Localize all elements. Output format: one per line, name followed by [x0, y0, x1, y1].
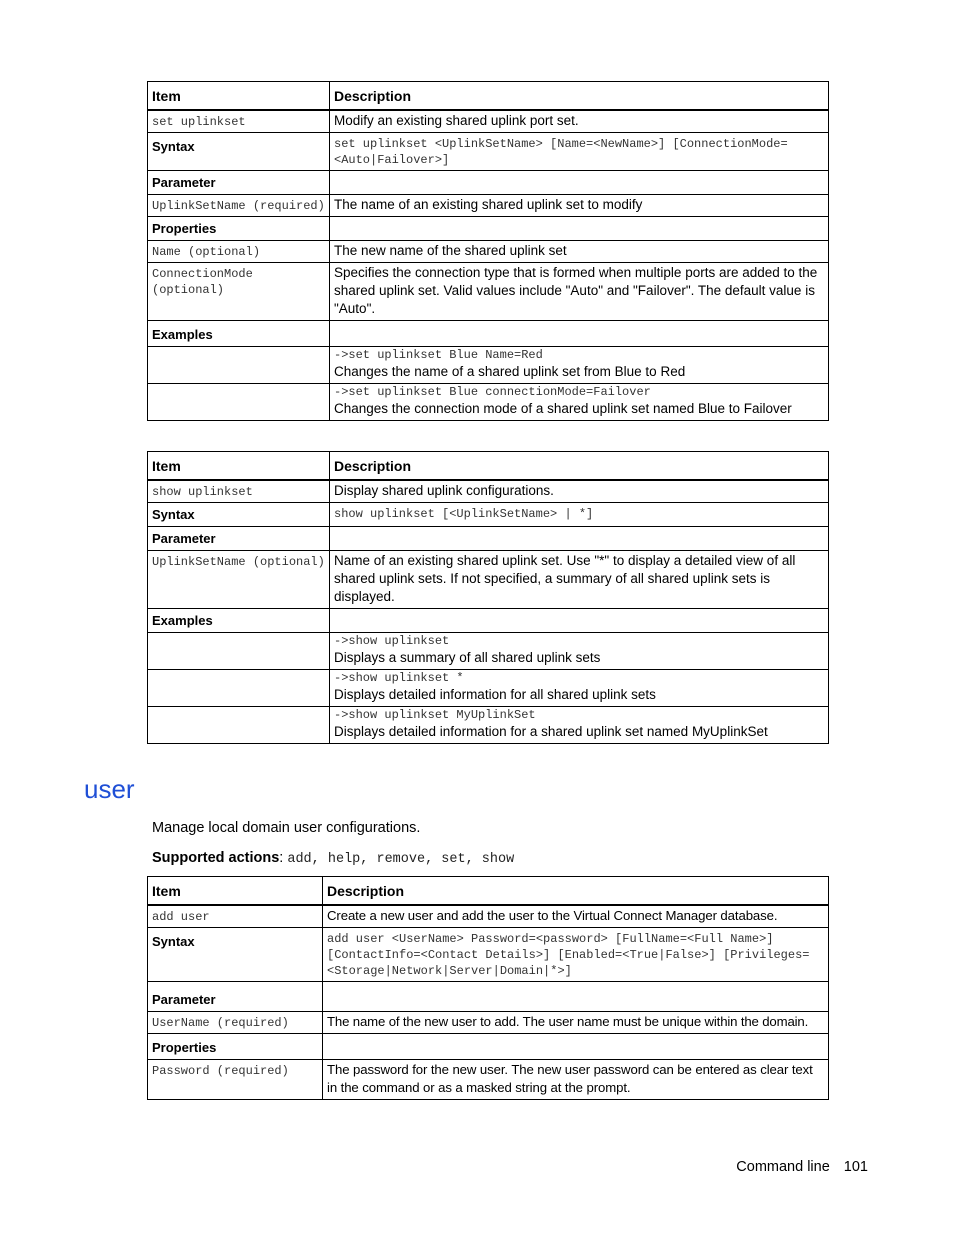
header-item: Item: [148, 82, 330, 111]
table-row: [148, 241, 829, 263]
example-code: ->show uplinkset MyUplinkSet: [334, 708, 536, 722]
param-description: The name of the new user to add. The user name must be unique within the domain.: [323, 1012, 829, 1034]
table-row: [148, 1034, 829, 1060]
table-row: [148, 263, 829, 321]
table-row: [148, 527, 829, 551]
example-description: Displays detailed information for all shared uplink sets: [334, 687, 656, 702]
table-row: [148, 321, 829, 347]
example-description: Changes the name of a shared uplink set from Blue to Red: [334, 364, 686, 379]
table-row: [148, 217, 829, 241]
table-row: [148, 195, 829, 217]
property-description: Specifies the connection type that is formed when multiple ports are added to the shared uplink set. Valid values include "Auto" and "Failover". The default value is "Auto".: [330, 263, 829, 321]
example-code: ->set uplinkset Blue Name=Red: [334, 348, 543, 362]
command-name: set uplinkset: [152, 115, 246, 129]
parameter-label: Parameter: [148, 171, 330, 195]
syntax-label: Syntax: [148, 503, 330, 527]
examples-label: Examples: [148, 321, 330, 347]
header-description: Description: [330, 452, 829, 481]
syntax-value: add user <UserName> Password=<password> [FullName=<Full Name>] [ContactInfo=<Contact Details>] [Enabled=<True|False>] [Privileges=<Storage|Network|Server|Domain|*>]: [327, 932, 810, 978]
table-row: [148, 905, 829, 928]
supported-actions-list: add, help, remove, set, show: [287, 852, 515, 867]
param-description: Name of an existing shared uplink set. Use "*" to display a detailed view of all shared uplink sets. If not specified, a summary of all shared uplink sets is displayed.: [330, 551, 829, 609]
table-row: [148, 503, 829, 527]
syntax-label: Syntax: [148, 133, 330, 171]
table-header-row: [148, 452, 829, 481]
table-header-row: [148, 82, 829, 111]
section-intro: Manage local domain user configurations.: [152, 820, 421, 836]
property-name: Password (required): [152, 1064, 289, 1078]
supported-actions-label: Supported actions: [152, 850, 280, 866]
header-description: Description: [330, 82, 829, 111]
command-description: Modify an existing shared uplink port set.: [330, 110, 829, 133]
table-row: [148, 110, 829, 133]
example-description: Changes the connection mode of a shared uplink set named Blue to Failover: [334, 401, 792, 416]
property-name: Name (optional): [152, 245, 261, 259]
properties-label: Properties: [148, 217, 330, 241]
table-row: [148, 707, 829, 744]
table-row: [148, 133, 829, 171]
properties-label: Properties: [148, 1034, 323, 1060]
header-description: Description: [323, 877, 829, 906]
page-number: 101: [843, 1159, 868, 1175]
table-row: [148, 384, 829, 421]
syntax-value: set uplinkset <UplinkSetName> [Name=<NewName>] [ConnectionMode=<Auto|Failover>]: [334, 137, 788, 167]
supported-actions: Supported actions: add, help, remove, set, show: [152, 850, 515, 867]
example-code: ->show uplinkset: [334, 634, 450, 648]
table-row: [148, 928, 829, 982]
param-name: UserName (required): [152, 1016, 289, 1030]
table-header-row: [148, 877, 829, 906]
param-name: UplinkSetName (required): [152, 199, 325, 213]
command-description: Display shared uplink configurations.: [330, 480, 829, 503]
command-name: show uplinkset: [152, 485, 253, 499]
parameter-label: Parameter: [148, 527, 330, 551]
param-description: The name of an existing shared uplink set to modify: [330, 195, 829, 217]
table-row: [148, 1012, 829, 1034]
syntax-label: Syntax: [148, 928, 323, 982]
example-description: Displays detailed information for a shared uplink set named MyUplinkSet: [334, 724, 768, 739]
footer-section: Command line: [736, 1159, 830, 1175]
example-description: Displays a summary of all shared uplink sets: [334, 650, 601, 665]
table-row: [148, 171, 829, 195]
add-user-table: [147, 876, 829, 1100]
syntax-value: show uplinkset [<UplinkSetName> | *]: [334, 507, 594, 521]
table-row: [148, 633, 829, 670]
section-title: user: [84, 774, 135, 804]
set-uplinkset-table: [147, 81, 829, 421]
table-row: [148, 609, 829, 633]
table-row: [148, 670, 829, 707]
table-row: [148, 480, 829, 503]
table-row: [148, 982, 829, 1012]
header-item: Item: [148, 452, 330, 481]
property-name: ConnectionMode (optional): [152, 267, 253, 297]
show-uplinkset-table: [147, 451, 829, 744]
property-description: The new name of the shared uplink set: [330, 241, 829, 263]
table-row: [148, 347, 829, 384]
table-row: [148, 1060, 829, 1100]
parameter-label: Parameter: [148, 982, 323, 1012]
example-code: ->show uplinkset *: [334, 671, 464, 685]
header-item: Item: [148, 877, 323, 906]
property-description: The password for the new user. The new user password can be entered as clear text in the command or as a masked string at the prompt.: [323, 1060, 829, 1100]
command-name: add user: [152, 910, 210, 924]
examples-label: Examples: [148, 609, 330, 633]
param-name: UplinkSetName (optional): [152, 555, 325, 569]
page-footer: [736, 1159, 868, 1175]
example-code: ->set uplinkset Blue connectionMode=Failover: [334, 385, 651, 399]
command-description: Create a new user and add the user to the Virtual Connect Manager database.: [323, 905, 829, 928]
table-row: [148, 551, 829, 609]
